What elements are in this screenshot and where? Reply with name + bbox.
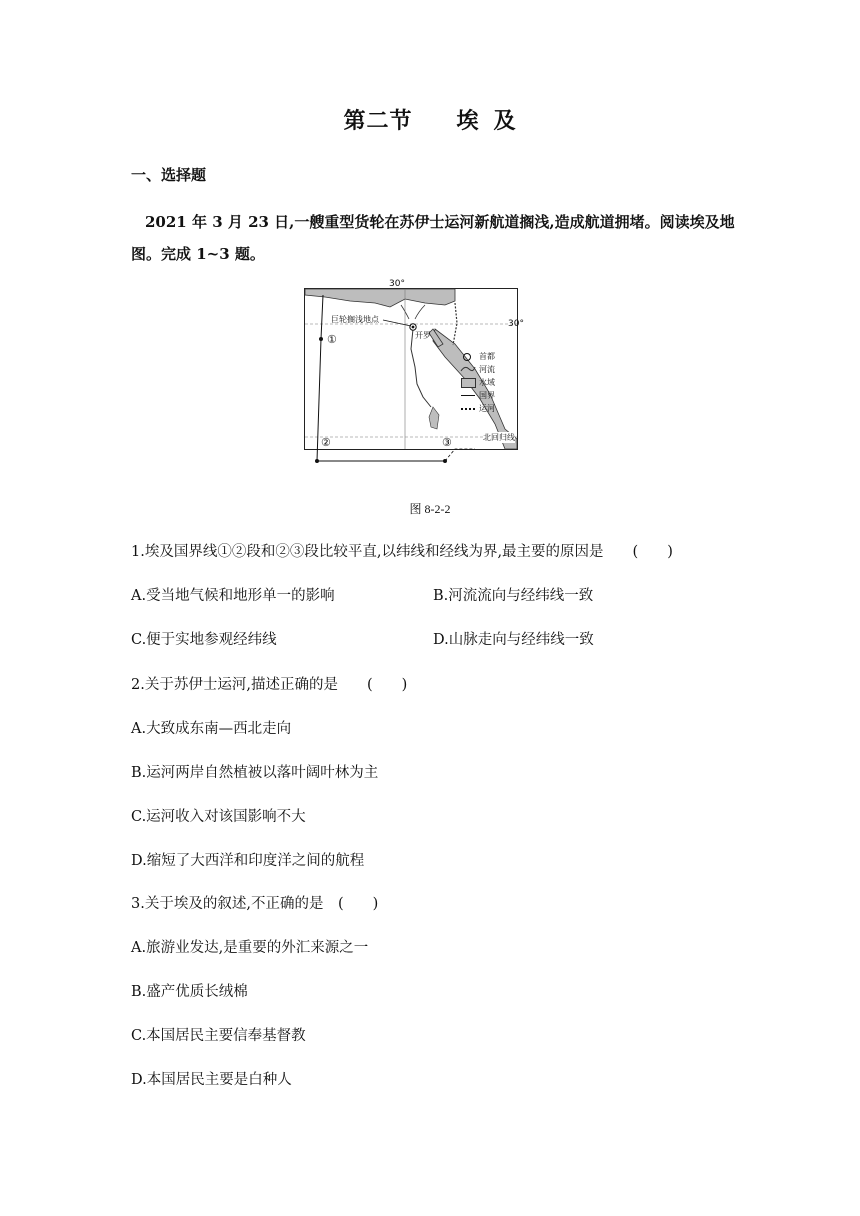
q1-option-b: B.河流流向与经纬线一致 (433, 588, 594, 604)
legend-item: 水域 (461, 377, 511, 390)
marker-2: ② (321, 436, 331, 449)
canal-icon (461, 408, 475, 410)
legend-item: 运河 (461, 403, 511, 416)
lon-label: 30° (389, 279, 405, 289)
capital-icon (463, 353, 471, 361)
marker-1: ① (327, 333, 337, 346)
q1-option-c: C.便于实地参观经纬线 (131, 632, 277, 648)
ship-location-label: 巨轮搁浅地点 (331, 315, 379, 324)
question-1-stem: 1.埃及国界线①②段和②③段比较平直,以纬线和经线为界,最主要的原因是 ( ) (131, 544, 673, 560)
egypt-map (304, 279, 524, 450)
border-icon (461, 395, 475, 396)
map-legend (461, 351, 511, 416)
capital-label: 开罗 (415, 331, 431, 340)
intro-text: 2021 年 3 月 23 日,一艘重型货轮在苏伊士运河新航道搁浅,造成航道拥堵。阅读埃及地图。完成 1~3 题。 (131, 213, 735, 263)
q2-option-d: D.缩短了大西洋和印度洋之间的航程 (131, 853, 365, 869)
question-3-stem: 3.关于埃及的叙述,不正确的是 ( ) (131, 896, 379, 912)
marker-3: ③ (442, 436, 452, 449)
q3-option-a: A.旅游业发达,是重要的外汇来源之一 (131, 940, 369, 956)
tropic-label: 北回归线 (483, 433, 515, 442)
lat-label: 30° (508, 319, 524, 329)
figure-caption: 图 8-2-2 (409, 502, 451, 516)
legend-item: 国界 (461, 390, 511, 403)
section-heading: 一、选择题 (131, 166, 207, 184)
title-part3: 及 (493, 108, 517, 134)
page-title (0, 104, 860, 135)
title-part2: 埃 (456, 108, 480, 134)
title-part1: 第二节 (343, 108, 413, 134)
q1-option-a: A.受当地气候和地形单一的影响 (131, 588, 335, 604)
legend-item: 首都 (461, 351, 511, 364)
water-icon (461, 378, 476, 388)
river-icon (461, 365, 475, 373)
q2-option-a: A.大致成东南—西北走向 (131, 721, 292, 737)
q1-option-d: D.山脉走向与经纬线一致 (433, 632, 594, 648)
q3-option-d: D.本国居民主要是白种人 (131, 1072, 292, 1088)
q2-option-c: C.运河收入对该国影响不大 (131, 809, 306, 825)
q3-option-b: B.盛产优质长绒棉 (131, 984, 248, 1000)
legend-item: 河流 (461, 364, 511, 377)
q3-option-c: C.本国居民主要信奉基督教 (131, 1028, 306, 1044)
question-2-stem: 2.关于苏伊士运河,描述正确的是 ( ) (131, 677, 408, 693)
q2-option-b: B.运河两岸自然植被以落叶阔叶林为主 (131, 765, 379, 781)
